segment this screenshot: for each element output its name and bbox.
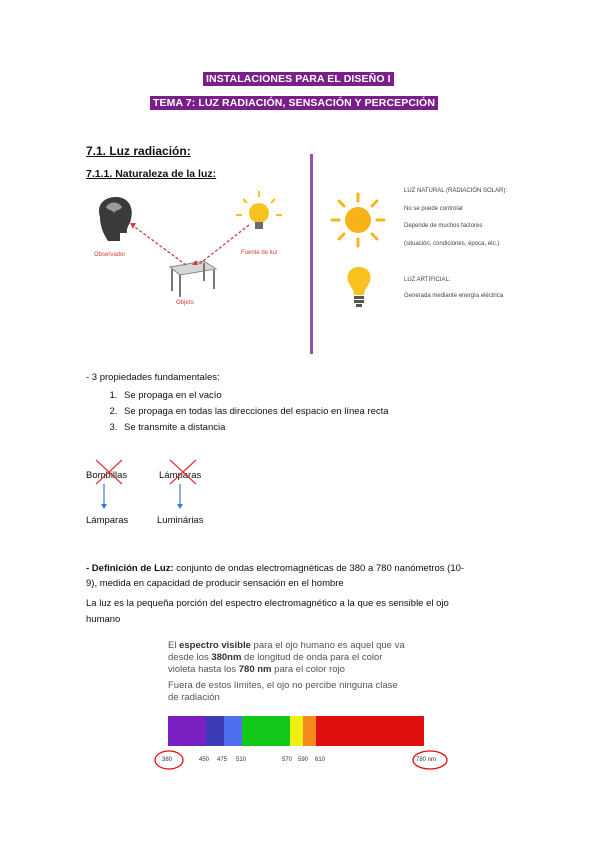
spectrum-tick: 610 bbox=[315, 757, 326, 763]
wrong-term: Bombillas bbox=[86, 470, 128, 481]
topic-title: TEMA 7: LUZ RADIACIÓN, SENSACIÓN Y PERCEPCIÓN bbox=[150, 96, 438, 110]
column-divider bbox=[310, 154, 313, 354]
sun-icon bbox=[330, 192, 386, 248]
properties-list bbox=[102, 388, 522, 436]
spectrum-tick: 590 bbox=[298, 757, 309, 763]
definition-text: conjunto de ondas electromagnéticas de 380 a 780 nanómetros (10- bbox=[173, 563, 465, 574]
right-term: Luminárias bbox=[157, 515, 204, 526]
spectrum-band-orange bbox=[303, 716, 316, 746]
property-item: 1. Se propaga en el vacío bbox=[120, 388, 522, 404]
object-table-icon bbox=[170, 261, 216, 297]
light-portion-line: La luz es la pequeña porción del espectro electromagnético a la que es sensible el ojo bbox=[86, 598, 449, 609]
observer-label: Observador bbox=[94, 252, 126, 258]
definition-block bbox=[86, 561, 526, 591]
definition-label: - Definición de Luz: bbox=[86, 563, 174, 574]
spectrum-band-blue bbox=[224, 716, 242, 746]
definition-text: 9), medida en capacidad de producir sensación en el hombre bbox=[86, 578, 344, 589]
limit-highlight-circles bbox=[150, 747, 450, 773]
spectrum-band-green bbox=[242, 716, 290, 746]
light-portion-line: humano bbox=[86, 614, 121, 625]
spectrum-tick: 450 bbox=[199, 757, 210, 763]
natural-light-title: LUZ NATURAL (RADIACIÓN SOLAR): bbox=[404, 188, 508, 194]
light-path-arrows bbox=[132, 225, 249, 265]
properties-intro: - 3 propiedades fundamentales: bbox=[86, 372, 220, 383]
subsection-title: 7.1.1. Naturaleza de la luz: bbox=[86, 168, 217, 180]
spectrum-band-violet bbox=[168, 716, 206, 746]
right-term: Lámparas bbox=[86, 515, 129, 526]
property-item: 2. Se propaga en todas las direcciones del espacio en línea recta bbox=[120, 404, 522, 420]
property-item: 3. Se transmite a distancia bbox=[120, 420, 522, 436]
object-label: Objeto bbox=[176, 300, 194, 306]
visible-spectrum-bar bbox=[168, 716, 424, 746]
spectrum-description: El espectro visible para el ojo humano es aquel que va desde los 380nm de longitud de onda para el color violeta hasta los 780 nm para el color rojo Fuera de estos límites, el ojo no percibe ninguna clase de radiación bbox=[168, 640, 405, 703]
spectrum-band-red bbox=[316, 716, 424, 746]
spectrum-band-yellow bbox=[290, 716, 303, 746]
spectrum-tick: 570 bbox=[282, 757, 293, 763]
light-source-bulb-icon bbox=[236, 191, 282, 229]
artificial-light-line: Generada mediante energía eléctrica bbox=[404, 293, 504, 299]
spectrum-tick: 780 nm bbox=[416, 757, 437, 763]
spectrum-tick: 510 bbox=[236, 757, 247, 763]
light-portion-text bbox=[86, 596, 526, 628]
natural-light-line: Depende de muchos factores bbox=[404, 223, 483, 229]
section-title: 7.1. Luz radiación: bbox=[86, 144, 191, 158]
light-source-label: Fuente de luz bbox=[241, 250, 278, 256]
course-title: INSTALACIONES PARA EL DISEÑO I bbox=[203, 72, 394, 86]
wrong-term: Lámparas bbox=[159, 470, 202, 481]
observer-head-icon bbox=[99, 197, 132, 241]
natural-light-line: No se puede controlar bbox=[404, 206, 464, 212]
spectrum-tick: 380 bbox=[162, 757, 173, 763]
spectrum-tick: 475 bbox=[217, 757, 228, 763]
natural-light-line: (situación, condiciones, época, etc.) bbox=[404, 241, 500, 247]
artificial-light-title: LUZ ARTIFICIAL: bbox=[404, 277, 451, 283]
spectrum-band-indigo bbox=[206, 716, 224, 746]
artificial-light-bulb-icon bbox=[345, 265, 373, 309]
